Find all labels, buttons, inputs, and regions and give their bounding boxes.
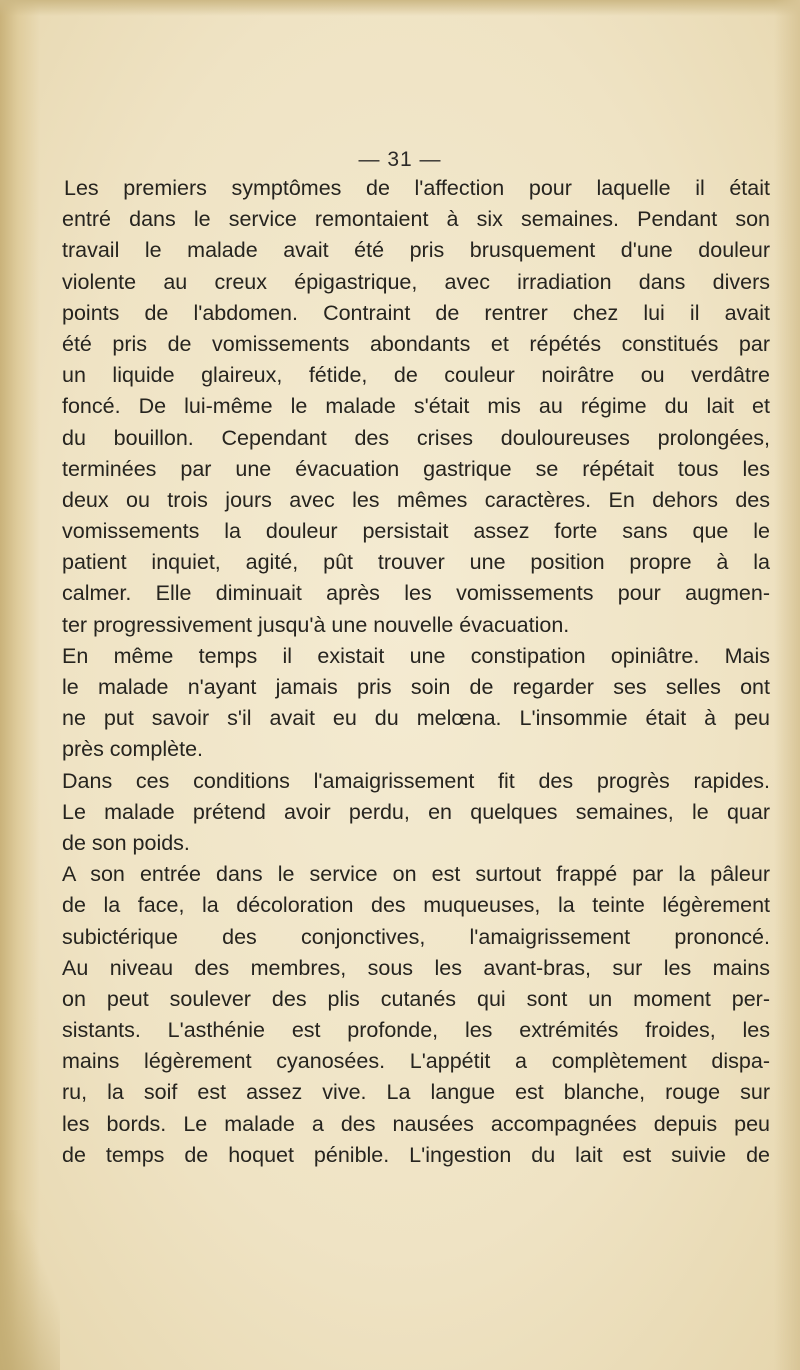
text-line: Les premiers symptômes de l'affection pour laquelle il était: [64, 176, 770, 200]
text-line: travail le malade avait été pris brusquement d'une douleur: [62, 238, 770, 263]
text-line: vomissements la douleur persistait assez forte sans que le: [62, 519, 770, 544]
page-corner-stain: [0, 1210, 60, 1370]
text-line: du bouillon. Cependant des crises douloureuses prolongées,: [62, 425, 770, 450]
text-line: le malade n'ayant jamais pris soin de regarder ses selles ont: [62, 675, 770, 699]
text-line: calmer. Elle diminuait après les vomissements pour augmen-: [62, 581, 770, 606]
text-line: deux ou trois jours avec les mêmes caractères. En dehors des: [62, 487, 770, 512]
text-line: été pris de vomissements abondants et répétés constitués par: [62, 331, 770, 356]
text-line: ne put savoir s'il avait eu du melœna. L'insommie était à peu: [62, 706, 770, 731]
text-line: Dans ces conditions l'amaigrissement fit des progrès rapides.: [62, 768, 770, 793]
text-line: Au niveau des membres, sous les avant-bras, sur les mains: [62, 955, 770, 980]
page-number: — 31 —: [358, 148, 442, 171]
text-line: subictérique des conjonctives, l'amaigrissement prononcé.: [62, 924, 770, 949]
text-line: entré dans le service remontaient à six semaines. Pendant son: [62, 207, 770, 232]
text-line: de la face, la décoloration des muqueuses, la teinte légèrement: [62, 893, 770, 918]
text-line: on peut soulever des plis cutanés qui sont un moment per-: [62, 986, 770, 1011]
page-edge-shadow-top: [0, 0, 800, 16]
text-line: patient inquiet, agité, pût trouver une position propre à la: [62, 550, 770, 575]
text-line: Le malade prétend avoir perdu, en quelques semaines, le quar: [62, 799, 770, 824]
page-edge-shadow-left: [0, 0, 40, 1370]
text-line: En même temps il existait une constipation opiniâtre. Mais: [62, 643, 770, 668]
text-line: ru, la soif est assez vive. La langue est blanche, rouge sur: [62, 1080, 770, 1105]
text-line: ter progressivement jusqu'à une nouvelle évacuation.: [62, 612, 570, 637]
text-line: points de l'abdomen. Contraint de rentrer chez lui il avait: [62, 300, 770, 325]
text-line: de temps de hoquet pénible. L'ingestion du lait est suivie de: [62, 1142, 770, 1167]
text-line: mains légèrement cyanosées. L'appétit a complètement dispa-: [62, 1049, 770, 1074]
text-line: de son poids.: [62, 830, 190, 855]
text-line: A son entrée dans le service on est surtout frappé par la pâleur: [62, 862, 770, 887]
text-line: violente au creux épigastrique, avec irradiation dans divers: [62, 269, 770, 294]
text-line: terminées par une évacuation gastrique se répétait tous les: [62, 456, 770, 481]
text-line: un liquide glaireux, fétide, de couleur noirâtre ou verdâtre: [62, 363, 770, 388]
text-line: sistants. L'asthénie est profonde, les extrémités froides, les: [62, 1018, 770, 1043]
text-line: foncé. De lui-même le malade s'était mis au régime du lait et: [62, 394, 770, 419]
text-line: les bords. Le malade a des nausées accompagnées depuis peu: [62, 1111, 770, 1136]
text-line: près complète.: [62, 737, 204, 762]
body-text: [62, 173, 770, 1171]
page-edge-shadow-right: [774, 0, 800, 1370]
